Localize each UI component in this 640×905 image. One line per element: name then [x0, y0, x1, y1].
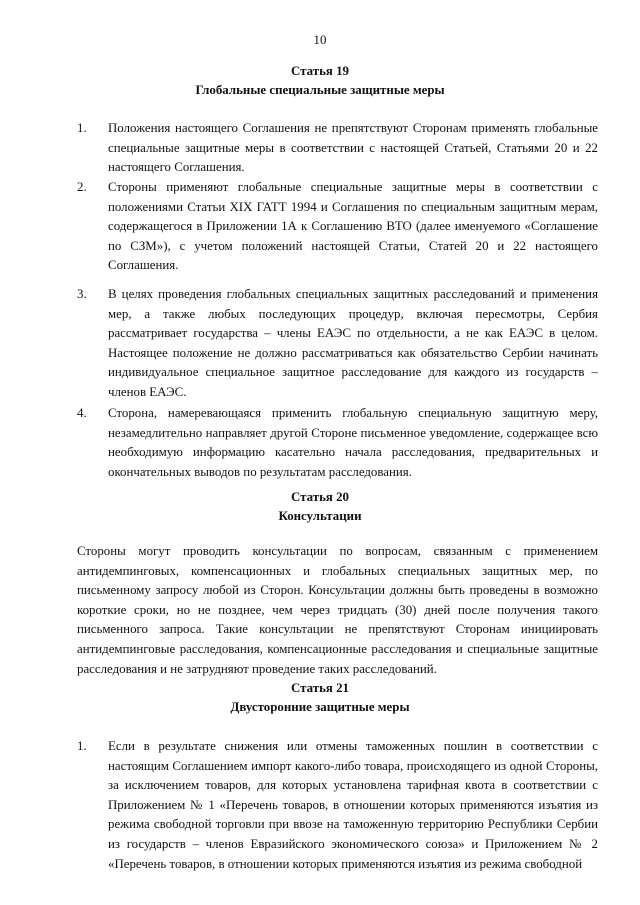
item-number: 1. — [77, 121, 87, 135]
article-20-subtitle: Консультации — [278, 509, 362, 523]
item-number: 4. — [77, 406, 87, 420]
article-21-item-1 — [77, 737, 598, 874]
article-20-heading — [0, 488, 640, 526]
article-21-title: Статья 21 — [291, 681, 349, 695]
item-text: Сторона, намеревающаяся применить глобальную специальную защитную меру, незамедлительно направляет другой Стороне письменное уведомление, содержащее всю необходимую информацию касательно начала расследования, предварительных и окончательных выводов по результатам расследования. — [108, 406, 598, 479]
article-19-item-2 — [77, 178, 598, 276]
article-20-paragraph: Стороны могут проводить консультации по вопросам, связанным с применением антидемпинговых, компенсационных и глобальных специальных защитных мер, по письменному запросу любой из Сторон. Консультации должны быть проведены в возможно короткие сроки, но не позднее, чем через тридцать (30) дней после получения такого письменного запроса. Такие консультации не препятствуют Сторонам инициировать антидемпинговые расследования, компенсационные расследования и специальные защитные расследования и не затрудняют проведение таких расследований. — [77, 544, 598, 676]
item-number: 1. — [77, 739, 87, 753]
item-number: 2. — [77, 180, 87, 194]
article-21-subtitle: Двусторонние защитные меры — [230, 700, 410, 714]
article-19-item-1 — [77, 119, 598, 178]
article-19-subtitle: Глобальные специальные защитные меры — [195, 83, 445, 97]
article-20-title: Статья 20 — [291, 490, 349, 504]
article-19-heading — [0, 62, 640, 100]
item-text: Положения настоящего Соглашения не препятствуют Сторонам применять глобальные специальные защитные меры в соответствии с настоящей Статьей, Статьями 20 и 22 настоящего Соглашения. — [108, 121, 598, 175]
article-19-item-3 — [77, 285, 598, 403]
article-19-title: Статья 19 — [291, 64, 349, 78]
item-text: Стороны применяют глобальные специальные защитные меры в соответствии с положениями Статьи XIX ГАТТ 1994 и Соглашения по специальным защитным мерам, содержащегося в Приложении 1А к Соглашению ВТО (далее именуемого «Соглашение по СЗМ»), с учетом положений настоящей Статьи, Статей 20 и 22 настоящего Соглашения. — [108, 180, 598, 273]
item-number: 3. — [77, 287, 87, 301]
item-text: Если в результате снижения или отмены таможенных пошлин в соответствии с настоящим Соглашением импорт какого-либо товара, происходящего из одной Стороны, за исключением товаров, для которых установлена тарифная квота в соответствии с Приложением № 1 «Перечень товаров, в отношении которых применяются изъятия из режима свободной торговли при ввозе на таможенную территорию Республики Сербии из государств – членов Евразийского экономического союза» и Приложением № 2 «Перечень товаров, в отношении которых применяются изъятия из режима свободной — [108, 739, 598, 871]
article-19-item-4 — [77, 404, 598, 482]
article-21-heading — [0, 679, 640, 717]
page-number: 10 — [313, 33, 327, 47]
item-text: В целях проведения глобальных специальных защитных расследований и применения мер, а также любых последующих процедур, включая пересмотры, Сербия рассматривает государства – члены ЕАЭС по отдельности, а не как ЕАЭС в целом. Настоящее положение не должно рассматриваться как обязательство Сербии начинать индивидуальное специальное защитное расследование для каждого из государств – членов ЕАЭС. — [108, 287, 598, 399]
